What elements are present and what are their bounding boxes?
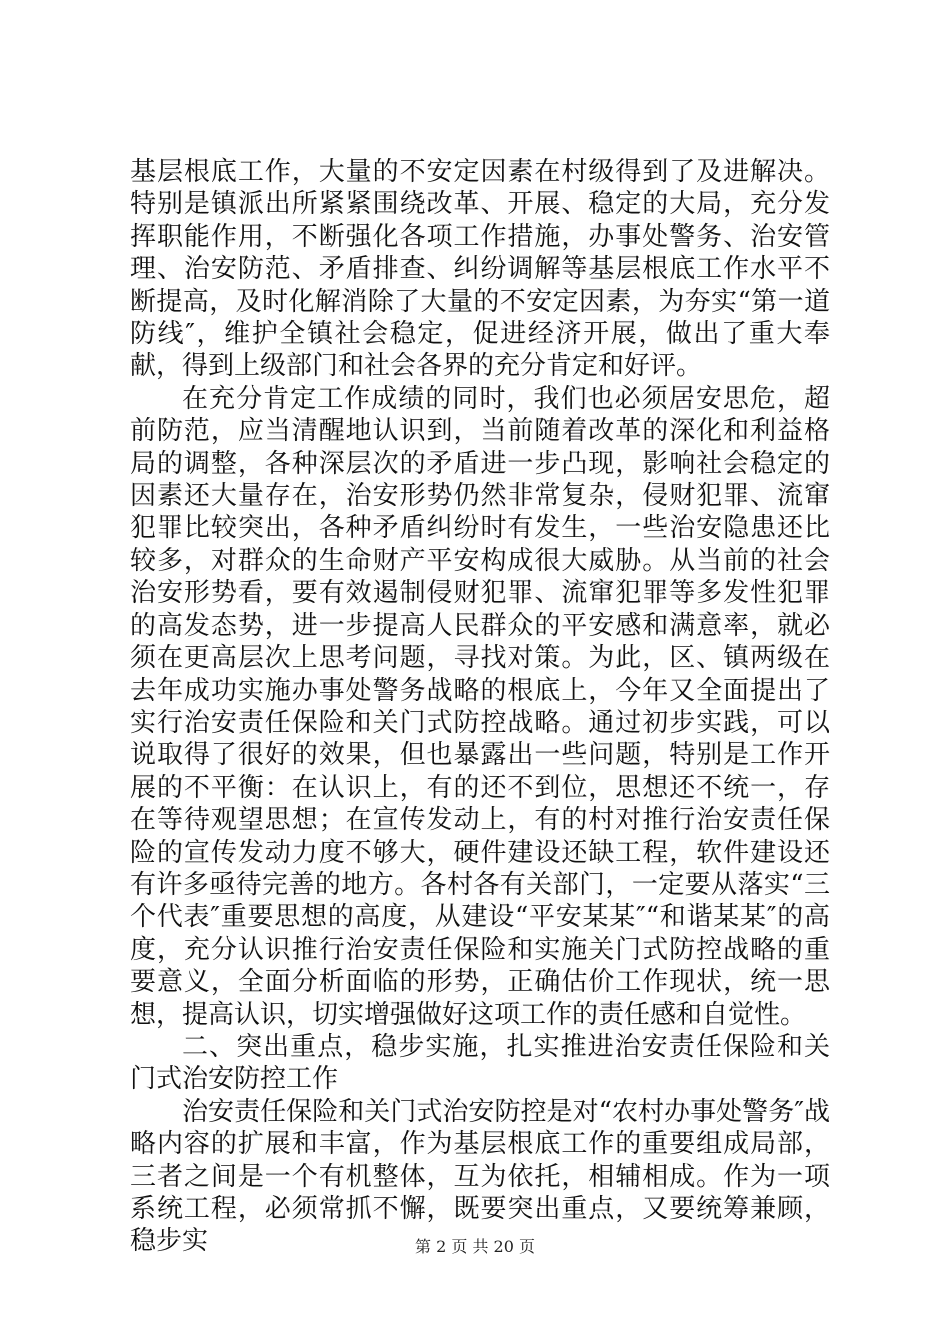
paragraph-situation-analysis: 在充分肯定工作成绩的同时，我们也必须居安思危，超前防范，应当清醒地认识到，当前随着改革的深化和利益格局的调整，各种深层次的矛盾进一步凸现，影响社会稳定的因素还大量存在，治安形势仍然非常复杂，侵财犯罪、流窜犯罪比较突出，各种矛盾纠纷时有发生，一些治安隐患还比较多，对群众的生命财产平安构成很大威胁。从当前的社会治安形势看，要有效遏制侵财犯罪、流窜犯罪等多发性犯罪的高发态势，进一步提高人民群众的平安感和满意率，就必须在更高层次上思考问题，寻找对策。为此，区、镇两级在去年成功实施办事处警务战略的根底上，今年又全面提出了实行治安责任保险和关门式防控战略。通过初步实践，可以说取得了很好的效果，但也暴露出一些问题，特别是工作开展的不平衡：在认识上，有的还不到位，思想还不统一，存在等待观望思想；在宣传发动上，有的村对推行治安责任保险的宣传发动力度不够大，硬件建设还缺工程，软件建设还有许多亟待完善的地方。各村各有关部门，一定要从落实“三个代表″重要思想的高度，从建设“平安某某″“和谐某某″的高度，充分认识推行治安责任保险和实施关门式防控战略的重要意义，全面分析面临的形势，正确估价工作现状，统一思想，提高认识，切实增强做好这项工作的责任感和自觉性。 (130, 383, 830, 1030)
document-body (130, 156, 830, 1258)
page-footer: 第 2 页 共 20 页 (415, 1237, 535, 1256)
section-heading: 二、突出重点，稳步实施，扎实推进治安责任保险和关门式治安防控工作 (130, 1031, 830, 1095)
paragraph-continued: 基层根底工作，大量的不安定因素在村级得到了及进解决。特别是镇派出所紧紧围绕改革、开展、稳定的大局，充分发挥职能作用，不断强化各项工作措施，办事处警务、治安管理、治安防范、矛盾排查、纠纷调解等基层根底工作水平不断提高，及时化解消除了大量的不安定因素，为夯实“第一道防线″，维护全镇社会稳定，促进经济开展，做出了重大奉献，得到上级部门和社会各界的充分肯定和好评。 (130, 157, 830, 382)
paragraph-system-engineering: 治安责任保险和关门式治安防控是对“农村办事处警务″战略内容的扩展和丰富，作为基层根底工作的重要组成局部，三者之间是一个有机整体，互为依托，相辅相成。作为一项系统工程，必须常抓不懈，既要突出重点，又要统筹兼顾，稳步实 (130, 1096, 830, 1257)
